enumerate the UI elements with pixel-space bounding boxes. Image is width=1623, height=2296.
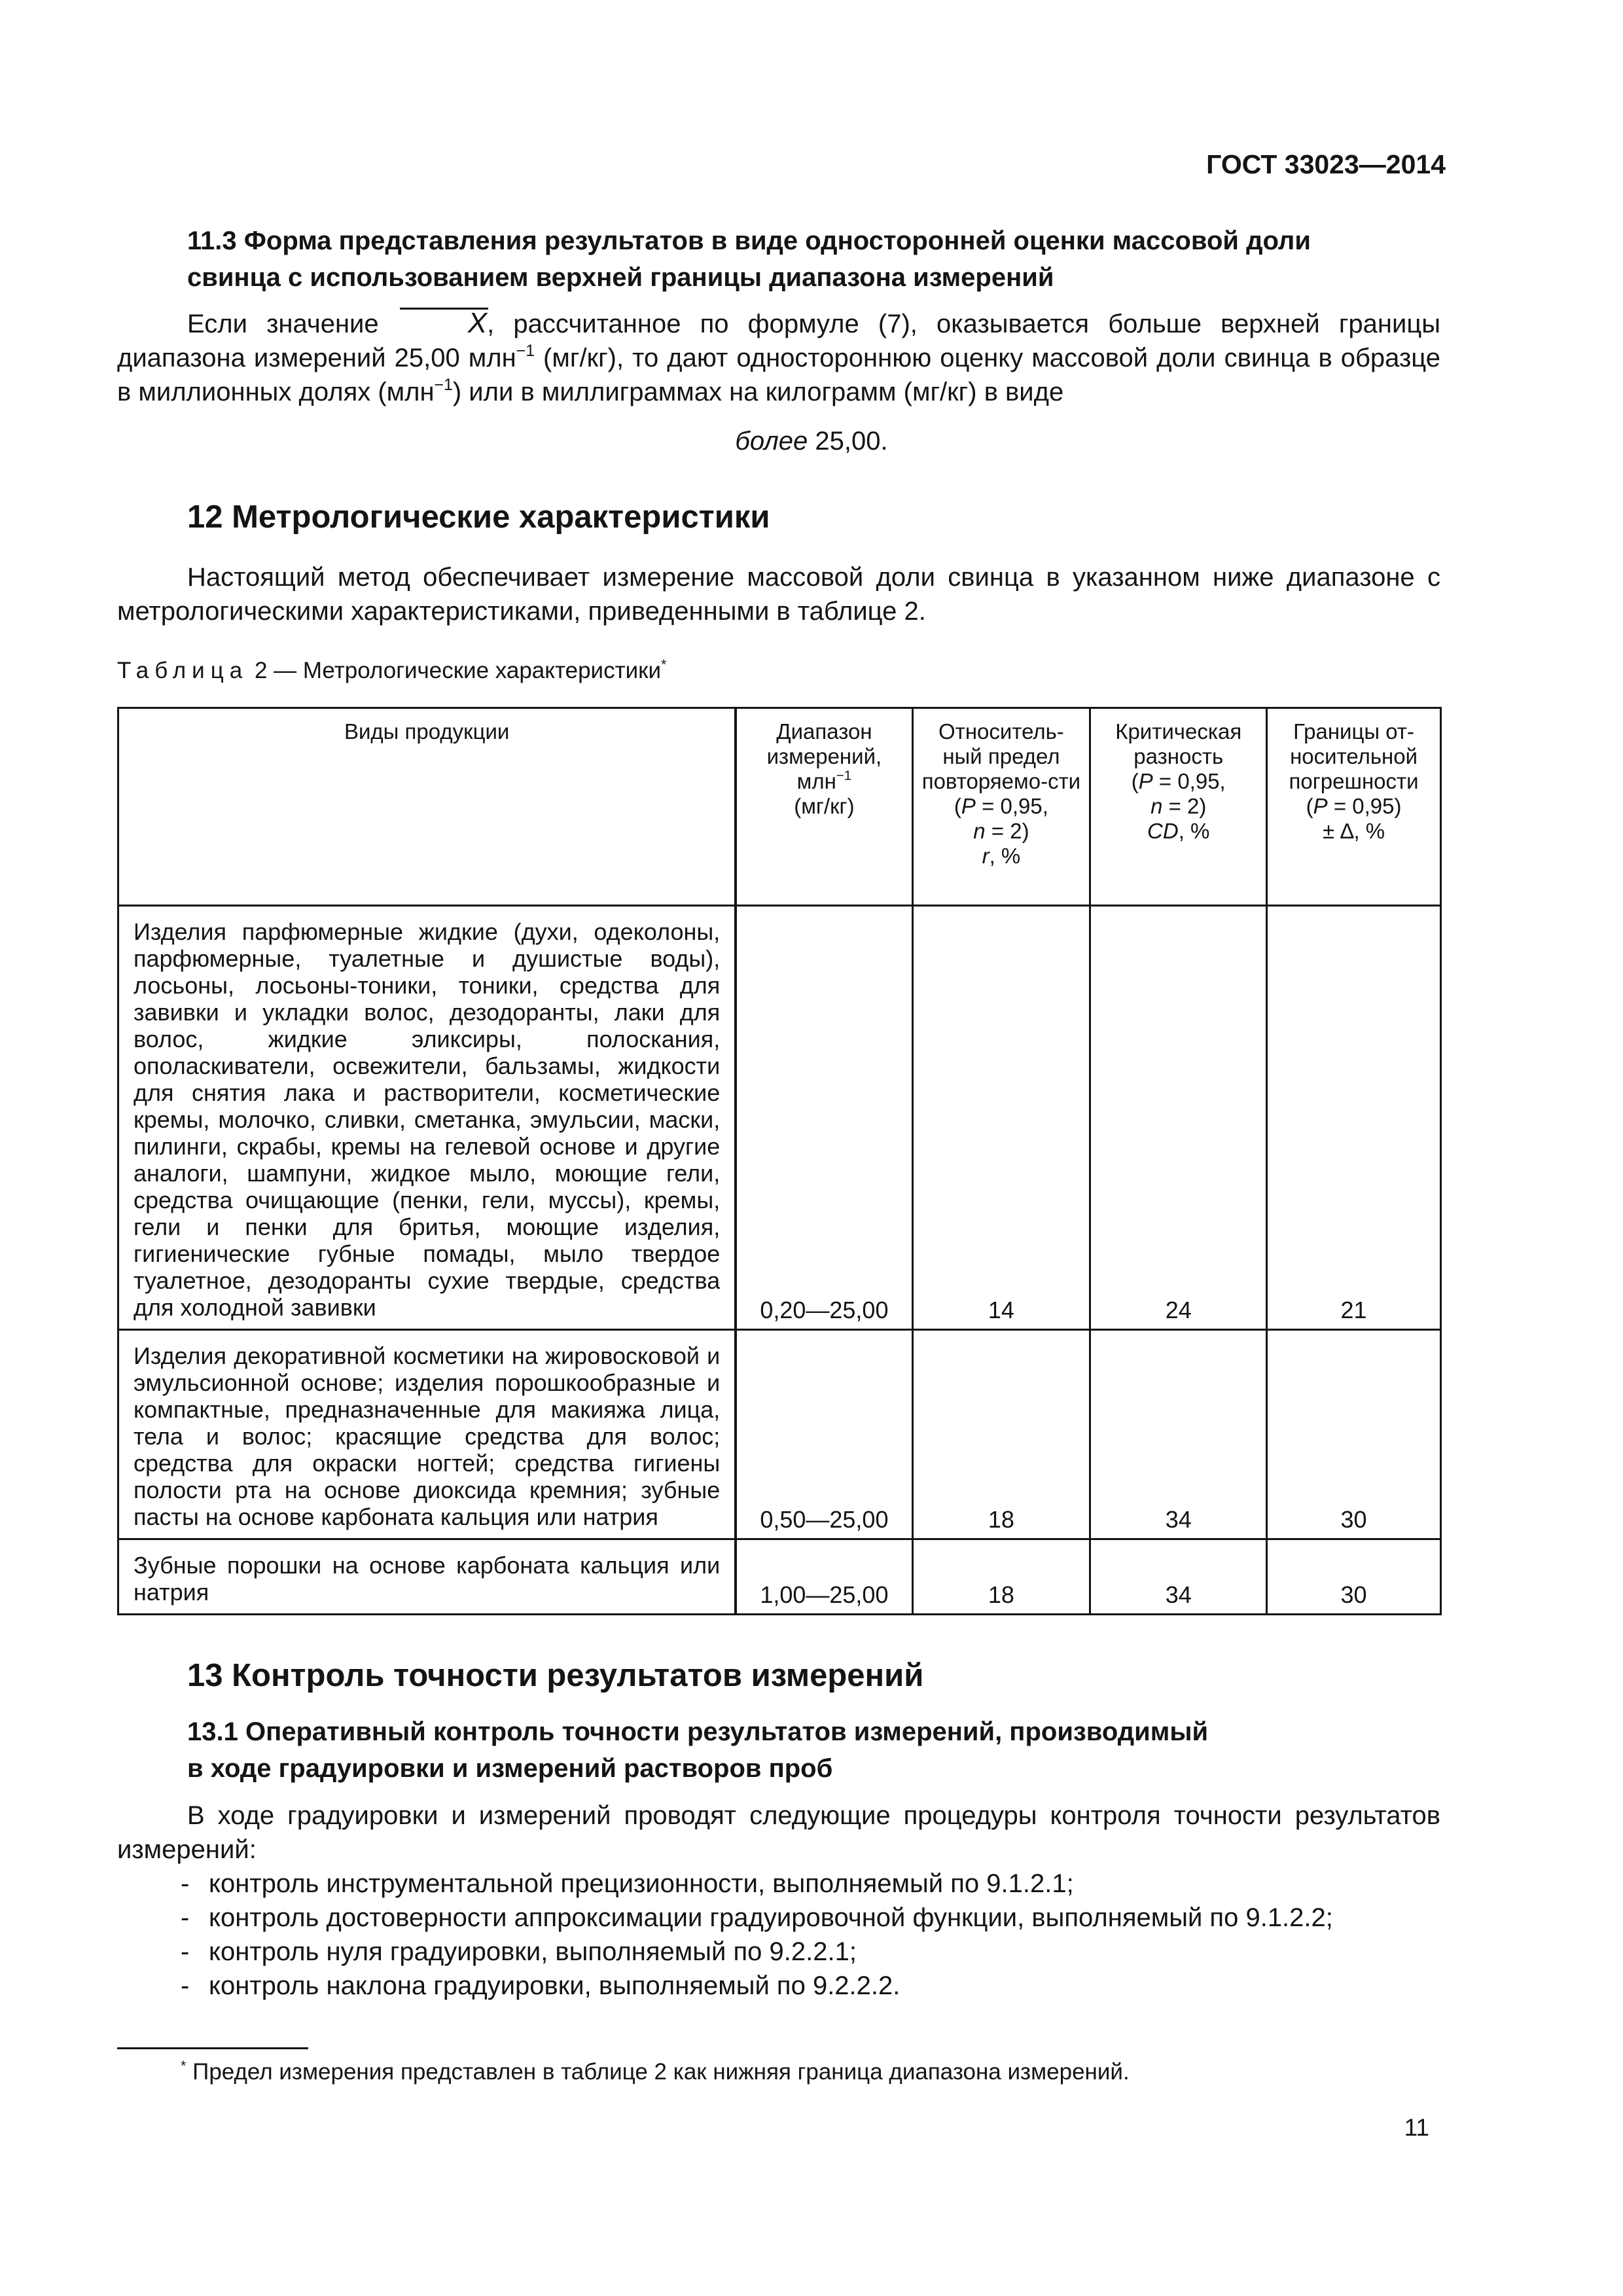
symbol-p: P	[1313, 794, 1328, 818]
section-12-heading: 12 Метрологические характеристики	[187, 499, 770, 535]
header-range-unit: млн	[796, 769, 836, 793]
header-critical-range: Критическая разность (P = 0,95, n = 2) CD, %	[1090, 708, 1267, 906]
table-caption-text: 2 — Метрологические характеристики	[248, 658, 662, 683]
section-13-heading: 13 Контроль точности результатов измерений	[187, 1658, 924, 1693]
header-products-label: Виды продукции	[344, 719, 510, 744]
section-13-paragraph: В ходе градуировки и измерений проводят следующие процедуры контроля точности результатов измерений:	[117, 1801, 1440, 1864]
symbol-n: n	[973, 819, 986, 843]
footnote-divider	[117, 2047, 308, 2049]
formula-word: более	[735, 427, 808, 456]
section-13-1-heading-line2: в ходе градуировки и измерений растворов проб	[187, 1754, 833, 1783]
symbol-cd: CD	[1147, 819, 1179, 843]
symbol-n: n	[1150, 794, 1163, 818]
superscript: −1	[516, 342, 535, 360]
paragraph-text: Если значение	[187, 310, 398, 338]
paragraph-text: (мг/кг), то дают одностороннюю оценку массовой доли свинца в образце в миллионных долях (млн	[117, 344, 1440, 406]
cell-repeatability: 18	[912, 1330, 1090, 1539]
list-item-text: контроль инструментальной прецизионности, выполняемый по 9.1.2.1;	[209, 1869, 1074, 1898]
section-11-3-heading-line2: свинца с использованием верхней границы диапазона измерений	[187, 263, 1054, 292]
header-text: = 2)	[1162, 794, 1207, 818]
section-12-paragraph: Настоящий метод обеспечивает измерение массовой доли свинца в указанном ниже диапазоне с метрологическими характеристиками, приведенными в таблице 2.	[117, 563, 1440, 626]
cell-repeatability: 14	[912, 906, 1090, 1330]
document-code: ГОСТ 33023—2014	[1206, 149, 1446, 179]
header-text: = 0,95)	[1327, 794, 1402, 818]
superscript: −1	[434, 376, 453, 394]
formula-value: 25,00.	[808, 427, 888, 456]
header-text: , %	[1178, 819, 1210, 843]
list-dash: -	[181, 1869, 190, 1898]
cell-repeatability: 18	[912, 1539, 1090, 1615]
section-13-1-heading	[187, 1713, 1431, 1787]
header-error-label: Границы от-носительной погрешности	[1289, 719, 1419, 793]
cell-range: 0,20—25,00	[736, 906, 912, 1330]
list-item	[181, 1935, 1333, 1969]
list-item-text: контроль наклона градуировки, выполняемый по 9.2.2.2.	[209, 1971, 901, 2000]
list-dash: -	[181, 1903, 190, 1932]
section-11-3-heading-line1: 11.3 Форма представления результатов в виде односторонней оценки массовой доли	[187, 226, 1311, 255]
section-11-3-heading	[187, 223, 1431, 296]
header-range-unit-alt: (мг/кг)	[794, 794, 855, 818]
section-13-1-heading-line1: 13.1 Оперативный контроль точности результатов измерений, производимый	[187, 1717, 1209, 1746]
header-range-label: Диапазон измерений,	[766, 719, 882, 768]
header-products	[118, 708, 736, 906]
symbol-p: P	[1138, 769, 1153, 793]
cell-critical: 34	[1090, 1539, 1267, 1615]
header-text: , %	[989, 844, 1021, 868]
header-range	[736, 708, 912, 906]
result-formula	[0, 427, 1623, 456]
header-text: = 0,95,	[1152, 769, 1226, 793]
page-number: 11	[1404, 2114, 1429, 2141]
symbol-p: P	[961, 794, 976, 818]
cell-critical: 34	[1090, 1330, 1267, 1539]
header-text: ± ∆, %	[1322, 819, 1385, 843]
cell-products: Изделия парфюмерные жидкие (духи, одеколоны, парфюмерные, туалетные и душистые воды), лосьоны, лосьоны-тоники, тоники, средства для завивки и укладки волос, дезодоранты, лаки для волос, жидкие эликсиры, полоскания, ополаскиватели, освежители, бальзамы, жидкости для снятия лака и растворители, косметические кремы, молочко, сливки, сметанка, эмульсии, маски, пилинги, скрабы, кремы на гелевой основе и другие аналоги, шампуни, жидкое мыло, моющие гели, средства очищающие (пенки, гели, муссы), кремы, гели и пенки для бритья, моющие изделия, гигиенические губные помады, мыло твердое туалетное, дезодоранты сухие твердые, средства для холодной завивки	[118, 906, 736, 1330]
list-item-text: контроль достоверности аппроксимации градуировочной функции, выполняемый по 9.1.2.2;	[209, 1903, 1333, 1932]
cell-error: 30	[1267, 1330, 1441, 1539]
footnote-marker: *	[661, 655, 667, 672]
x-mean-symbol: X	[398, 306, 487, 340]
superscript: −1	[836, 768, 852, 783]
table-header-row	[118, 708, 1441, 906]
control-procedures-list	[181, 1867, 1333, 2003]
paragraph-text: , рассчитанное по формуле (7), оказывается больше верхней границы диапазона измерений 25,00 млн	[117, 310, 1441, 372]
cell-error: 21	[1267, 906, 1441, 1330]
cell-critical: 24	[1090, 906, 1267, 1330]
list-item	[181, 1969, 1333, 2003]
footnote-marker: *	[181, 2056, 187, 2073]
header-repeatability: Относитель-ный предел повторяемо-сти (P = 0,95, n = 2) r, %	[912, 708, 1090, 906]
table-row	[118, 906, 1441, 1330]
header-error-bounds: Границы от-носительной погрешности (P = 0,95) ± ∆, %	[1267, 708, 1441, 906]
footnote	[181, 2056, 1130, 2085]
table-row	[118, 1539, 1441, 1615]
list-item	[181, 1867, 1333, 1901]
cell-range: 0,50—25,00	[736, 1330, 912, 1539]
list-item	[181, 1901, 1333, 1935]
list-dash: -	[181, 1971, 190, 2000]
table-row	[118, 1330, 1441, 1539]
header-text: = 2)	[985, 819, 1029, 843]
list-dash: -	[181, 1937, 190, 1966]
symbol-r: r	[982, 844, 990, 868]
cell-products: Зубные порошки на основе карбоната кальция или натрия	[118, 1539, 736, 1615]
cell-error: 30	[1267, 1539, 1441, 1615]
paragraph-text: ) или в миллиграммах на килограмм (мг/кг) в виде	[452, 378, 1064, 406]
metrology-table	[117, 707, 1442, 1615]
header-repeatability-label: Относитель-ный предел повторяемо-сти	[921, 719, 1081, 793]
footnote-text: Предел измерения представлен в таблице 2 как нижняя граница диапазона измерений.	[186, 2059, 1130, 2085]
cell-range: 1,00—25,00	[736, 1539, 912, 1615]
table-caption-label: Таблица	[117, 658, 249, 683]
header-critical-label: Критическая разность	[1115, 719, 1242, 768]
cell-products: Изделия декоративной косметики на жировосковой и эмульсионной основе; изделия порошкообразные и компактные, предназначенные для макияжа лица, тела и волос; красящие средства для волос; средства для окраски ногтей; средства гигиены полости рта на основе диоксида кремния; зубные пасты на основе карбоната кальция или натрия	[118, 1330, 736, 1539]
table-caption	[117, 655, 667, 684]
section-11-3-paragraph	[117, 306, 1440, 409]
header-text: = 0,95,	[975, 794, 1048, 818]
list-item-text: контроль нуля градуировки, выполняемый по 9.2.2.1;	[209, 1937, 857, 1966]
